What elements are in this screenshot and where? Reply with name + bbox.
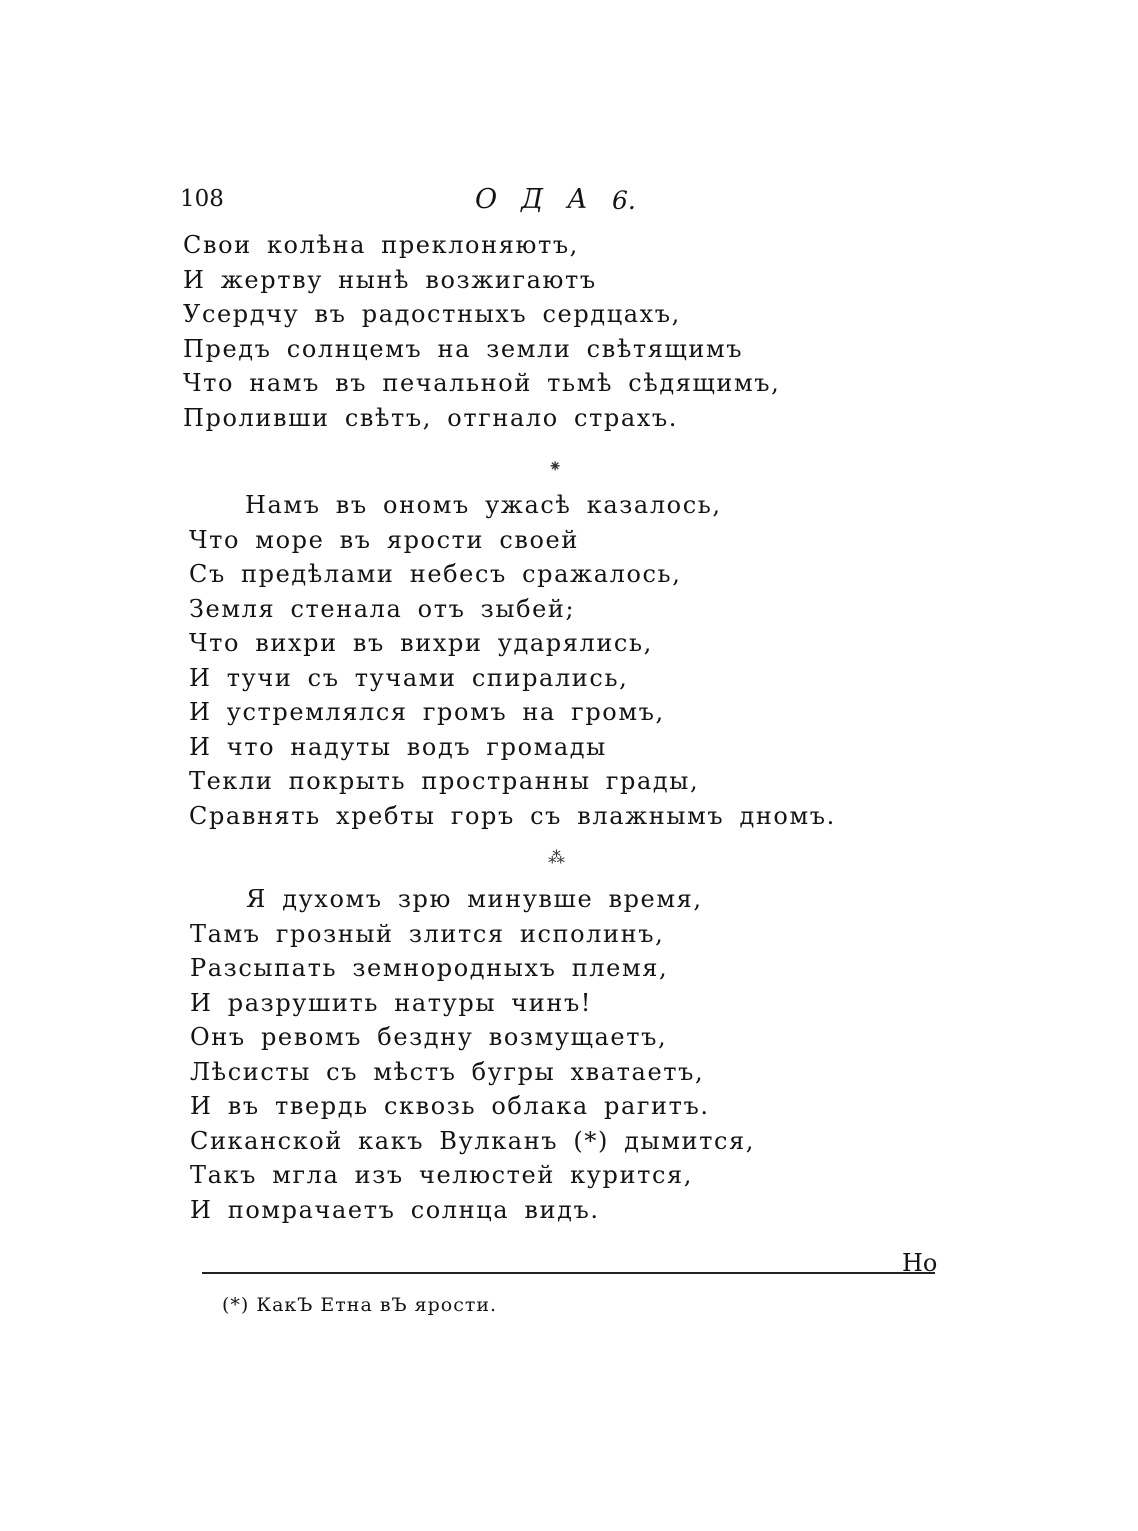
verse-line: Сравнять хребты горъ съ влажнымъ дномъ. <box>189 801 836 830</box>
verse-line: Проливши свѣтъ, отгнало страхъ. <box>183 403 679 432</box>
footnote: (*) КакЪ Етна вЪ ярости. <box>222 1294 498 1316</box>
verse-line: Что море въ ярости своей <box>189 525 579 554</box>
verse-line: Что намъ въ печальной тьмѣ сѣдящимъ, <box>183 369 781 397</box>
verse-line: Что вихри въ вихри ударялись, <box>189 629 653 657</box>
verse-line: И что надуты водъ громады <box>189 732 607 761</box>
stanza <box>189 488 836 833</box>
verse-line: Предъ солнцемъ на земли свѣтящимъ <box>183 334 744 363</box>
verse-line: Лѣсисты съ мѣстъ бугры хватаетъ, <box>190 1057 705 1086</box>
verse-line: Сиканской какъ Вулканъ (*) дымится, <box>190 1126 755 1155</box>
verse-line: И въ твердь сквозь облака рагитъ. <box>190 1092 710 1120</box>
verse-line: Тамъ грозный злится исполинъ, <box>190 919 665 948</box>
verse-line: Съ предѣлами небесъ сражалось, <box>189 560 682 588</box>
stanza-ornament: ⁂ <box>548 848 565 868</box>
verse-line: И помрачаетъ солнца видъ. <box>190 1195 600 1224</box>
verse-line: Усердчу въ радостныхъ сердцахъ, <box>183 300 681 328</box>
page-header <box>180 186 650 220</box>
verse-line: Такъ мгла изъ челюстей курится, <box>190 1161 693 1189</box>
footnote-divider <box>202 1272 935 1274</box>
verse-line: Земля стенала отъ зыбей; <box>189 594 576 623</box>
verse-line: Онъ ревомъ бездну возмущаетъ, <box>190 1023 668 1051</box>
catchword: Но <box>902 1249 938 1277</box>
verse-line: И разрушить натуры чинъ! <box>190 988 593 1017</box>
verse-line: Намъ въ ономъ ужасѣ казалось, <box>245 491 722 519</box>
verse-line: Разсыпать земнородныхъ племя, <box>190 954 669 982</box>
verse-line: И устремлялся громъ на громъ, <box>189 698 665 726</box>
verse-line: И жертву нынѣ возжигаютъ <box>183 265 597 294</box>
stanza <box>190 882 755 1227</box>
section-number: 6. <box>612 186 636 215</box>
verse-line: Текли покрыть пространны грады, <box>189 767 700 795</box>
running-title: ОДА <box>475 184 612 215</box>
verse-line: Я духомъ зрю минувше время, <box>246 885 703 913</box>
stanza <box>183 228 780 435</box>
verse-line: И тучи съ тучами спирались, <box>189 663 629 692</box>
stanza-ornament: ⁕ <box>548 457 563 477</box>
verse-line: Свои колѣна преклоняютъ, <box>183 231 579 259</box>
page-number: 108 <box>180 186 224 212</box>
